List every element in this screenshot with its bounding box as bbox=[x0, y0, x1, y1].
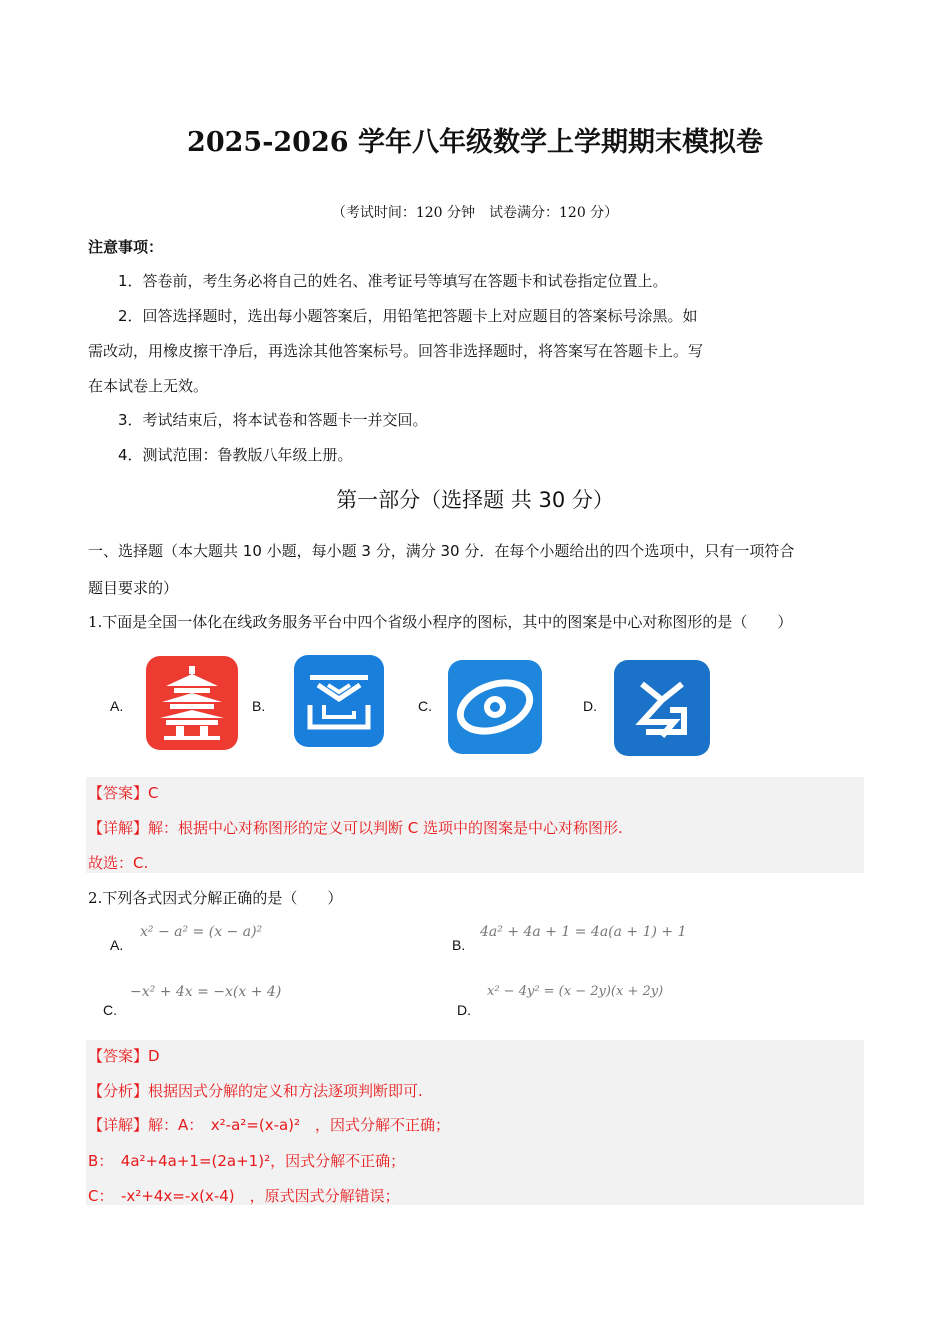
q2-option-d[interactable]: x² − 4y² = (x − 2y)(x + 2y) bbox=[487, 984, 664, 999]
logo-d-icon bbox=[614, 660, 710, 756]
q2-analysis-label: 【分析】 bbox=[88, 1082, 149, 1100]
q2-answer: 【答案】D bbox=[88, 1047, 160, 1065]
part-intro-cont: 题目要求的） bbox=[88, 579, 179, 597]
q2-option-b-label: B. bbox=[452, 937, 466, 953]
part-intro: 一、选择题（本大题共 10 小题，每小题 3 分，满分 30 分．在每个小题给出的四个选项中，只有一项符合 bbox=[88, 542, 795, 560]
notice-item-1: 1．答卷前，考生务必将自己的姓名、准考证号等填写在答题卡和试卷指定位置上。 bbox=[118, 272, 668, 290]
q2-option-c[interactable]: −x² + 4x = −x(x + 4) bbox=[130, 984, 282, 1000]
section-title: 第一部分（选择题 共 30 分） bbox=[336, 488, 614, 512]
notice-heading: 注意事项： bbox=[88, 238, 164, 256]
q2-option-a-label: A. bbox=[110, 937, 124, 953]
q1-detail bbox=[88, 817, 623, 838]
q1-answer: 【答案】C bbox=[88, 784, 159, 802]
q1-option-a-label: A. bbox=[110, 698, 124, 714]
notice-item-2: 2．回答选择题时，选出每小题答案后，用铅笔把答题卡上对应题目的答案标号涂黑。如 bbox=[118, 307, 698, 325]
question-2-stem: 2.下列各式因式分解正确的是（ ） bbox=[88, 889, 343, 907]
exam-info: （考试时间：120 分钟 试卷满分：120 分） bbox=[331, 205, 619, 221]
notice-item-3: 3．考试结束后，将本试卷和答题卡一并交回。 bbox=[118, 411, 428, 429]
q2-detail-c: C： -x²+4x=-x(x-4) ，原式因式分解错误； bbox=[88, 1187, 400, 1205]
question-1-stem: 1.下面是全国一体化在线政务服务平台中四个省级小程序的图标，其中的图案是中心对称图形的是（ ） bbox=[88, 613, 793, 631]
q1-detail-label: 【详解】 bbox=[88, 819, 149, 837]
q1-option-d-label: D. bbox=[583, 698, 597, 714]
q2-option-b[interactable]: 4a² + 4a + 1 = 4a(a + 1) + 1 bbox=[480, 924, 687, 940]
q2-option-a[interactable]: x² − a² = (x − a)² bbox=[140, 924, 263, 940]
notice-item-2-end: 在本试卷上无效。 bbox=[88, 377, 209, 395]
notice-item-4: 4．测试范围：鲁教版八年级上册。 bbox=[118, 446, 353, 464]
logo-b-icon bbox=[294, 655, 384, 747]
q2-analysis bbox=[88, 1080, 423, 1101]
q2-option-c-label: C. bbox=[103, 1002, 117, 1018]
q1-conclusion: 故选：C. bbox=[88, 854, 149, 872]
q1-detail-text: 解：根据中心对称图形的定义可以判断 C 选项中的图案是中心对称图形. bbox=[148, 819, 623, 837]
q1-option-b-label: B. bbox=[252, 698, 266, 714]
q2-detail-b: B： 4a²+4a+1=(2a+1)²，因式分解不正确； bbox=[88, 1152, 406, 1170]
q2-detail-a bbox=[88, 1114, 450, 1135]
tiananmen-icon bbox=[146, 656, 238, 750]
page-title: 2025-2026 学年八年级数学上学期期末模拟卷 bbox=[187, 127, 763, 158]
q2-analysis-text: 根据因式分解的定义和方法逐项判断即可. bbox=[148, 1082, 423, 1100]
q2-option-d-label: D. bbox=[457, 1002, 471, 1018]
notice-item-2-cont: 需改动，用橡皮擦干净后，再选涂其他答案标号。回答非选择题时，将答案写在答题卡上。写 bbox=[88, 342, 704, 360]
q2-detail-label: 【详解】 bbox=[88, 1116, 149, 1134]
q2-detail-a-text: 解：A： x²-a²=(x-a)² ，因式分解不正确； bbox=[148, 1116, 451, 1134]
logo-c-icon bbox=[448, 660, 542, 754]
q1-option-c-label: C. bbox=[418, 698, 432, 714]
